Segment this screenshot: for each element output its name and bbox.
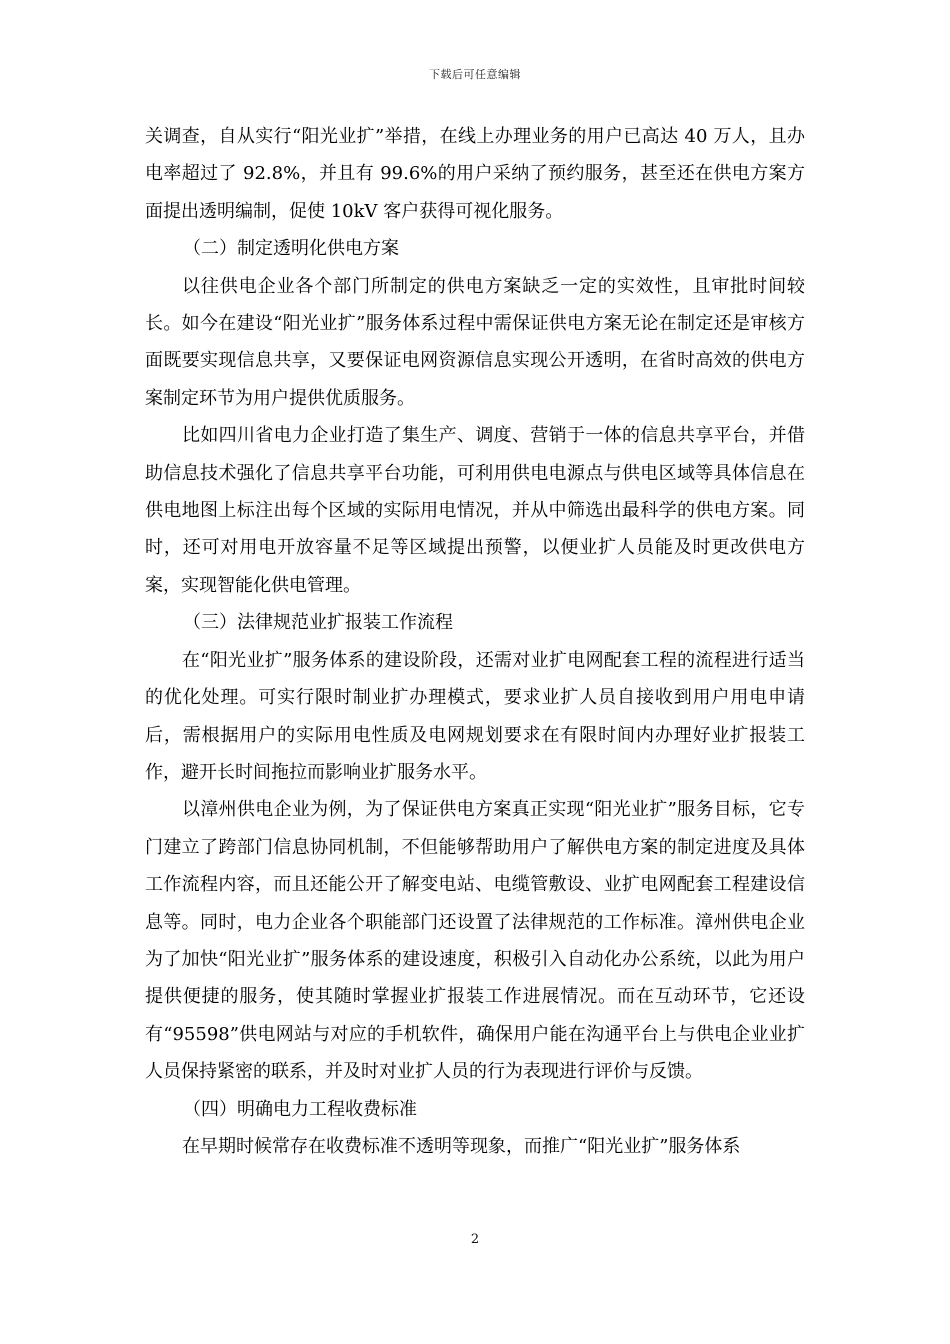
section-heading-4: （四）明确电力工程收费标准 — [183, 1098, 417, 1120]
section-heading-3: （三）法律规范业扩报装工作流程 — [183, 612, 453, 634]
page-number: 2 — [470, 1232, 480, 1247]
paragraph-zhangzhou-example: 以漳州供电企业为例，为了保证供电方案真正实现“阳光业扩”服务目标，它专门建立了跨部门信息协同机制，不但能够帮助用户了解供电方案的制定进度及具体工作流程内容，而且还能公开了解变电站、电缆管敷设、业扩电网配套工程建设信息等。同时，电力企业各个职能部门还设置了法律规范的工作标准。漳州供电企业为了加快“阳光业扩”服务体系的建设速度，积极引入自动化办公系统，以此为用户提供便捷的服务，使其随时掌握业扩报装工作进展情况。而在互动环节，它还设有“95598”供电网站与对应的手机软件，确保用户能在沟通平台上与供电企业业扩人员保持紧密的联系，并及时对业扩人员的行为表现进行评价与反馈。 — [145, 799, 805, 1083]
paragraph-transparent-plan: 以往供电企业各个部门所制定的供电方案缺乏一定的实效性，且审批时间较长。如今在建设“阳光业扩”服务体系过程中需保证供电方案无论在制定还是审核方面既要实现信息共享，又要保证电网资源信息实现公开透明，在省时高效的供电方案制定环节为用户提供优质服务。 — [145, 275, 805, 409]
page-header: 下载后可任意编辑 — [429, 68, 521, 81]
section-heading-2: （二）制定透明化供电方案 — [183, 238, 399, 260]
paragraph-sichuan-example: 比如四川省电力企业打造了集生产、调度、营销于一体的信息共享平台，并借助信息技术强化了信息共享平台功能，可利用供电电源点与供电区域等具体信息在供电地图上标注出每个区域的实际用电情况，并从中筛选出最科学的供电方案。同时，还可对用电开放容量不足等区域提出预警，以便业扩人员能及时更改供电方案，实现智能化供电管理。 — [145, 425, 805, 596]
paragraph-fee-standards: 在早期时候常存在收费标准不透明等现象，而推广“阳光业扩”服务体系 — [182, 1135, 741, 1157]
document-body — [145, 118, 805, 1165]
paragraph-process-optimization: 在“阳光业扩”服务体系的建设阶段，还需对业扩电网配套工程的流程进行适当的优化处理。可实行限时制业扩办理模式，要求业扩人员自接收到用户用电申请后，需根据用户的实际用电性质及电网规划要求在有限时间内办理好业扩报装工作，避开长时间拖拉而影响业扩服务水平。 — [145, 649, 805, 783]
paragraph-survey-continuation: 关调查，自从实行“阳光业扩”举措，在线上办理业务的用户已高达 40 万人，且办电率超过了 92.8%，并且有 99.6%的用户采纳了预约服务，甚至还在供电方案方面提出透明编制，促使 10kV 客户获得可视化服务。 — [145, 126, 805, 222]
